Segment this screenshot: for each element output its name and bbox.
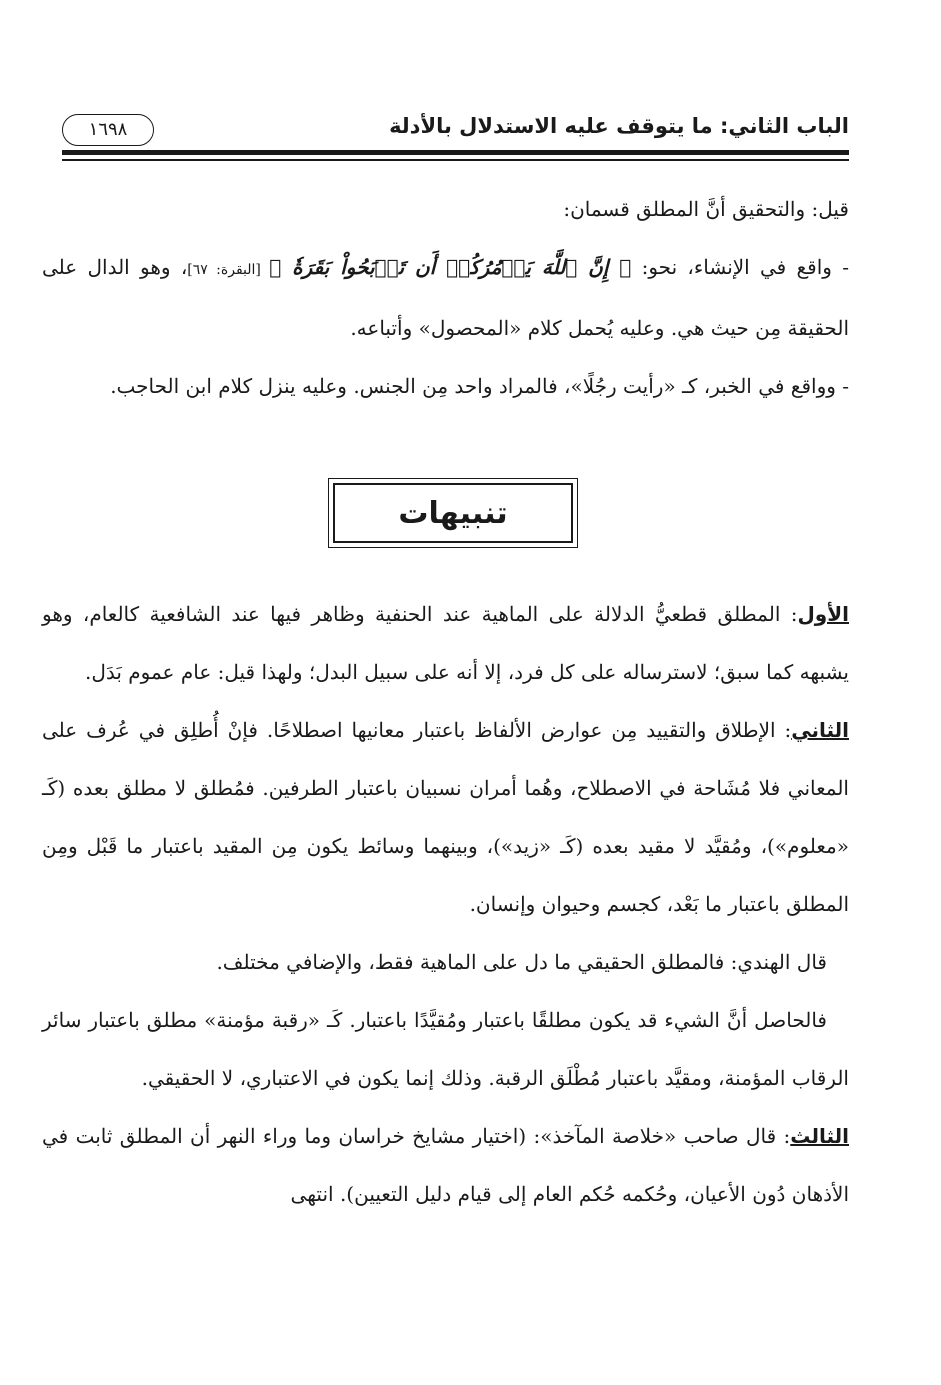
section-title: تنبيهات — [333, 483, 573, 543]
note-second: الثاني: الإطلاق والتقييد مِن عوارض الألفاظ باعتبار معانيها اصطلاحًا. فإنْ أُطلِق في عُرف على المعاني فلا مُشَاحة في الاصطلاح، وهُما أمران نسبيان باعتبار الطرفين. فمُطلق لا مطلق بعده (كَـ «معلوم»)، ومُقيَّد لا مقيد بعده (كَـ «زيد»)، وبينهما وسائط يكون مِن المقيد باعتبار ما قَبْل ومِن المطلق باعتبار ما بَعْد، كجسم وحيوان وإنسان. — [42, 718, 849, 916]
note-label: الأول — [797, 602, 849, 626]
intro-item-khabar: - وواقع في الخبر، كـ «رأيت رجُلًا»، فالمراد واحد مِن الجنس. وعليه ينزل كلام ابن الحاجب. — [110, 374, 849, 398]
note-hindi: قال الهندي: فالمطلق الحقيقي ما دل على الماهية فقط، والإضافي مختلف. — [216, 950, 827, 974]
quran-verse: ﴿ إِنَّ ٱللَّهَ يَأۡمُرُكُمۡ أَن تَذۡبَحُواْ بَقَرَةٗ ﴾ — [269, 255, 632, 279]
page-header — [62, 108, 849, 156]
intro-line: قيل: والتحقيق أنَّ المطلق قسمان: — [563, 197, 849, 221]
note-label: الثاني — [791, 718, 849, 742]
note-result: فالحاصل أنَّ الشيء قد يكون مطلقًا باعتبار ومُقيَّدًا باعتبار. كَـ «رقبة مؤمنة» مطلق باعتبار سائر الرقاب المؤمنة، ومقيَّد باعتبار مُطْلَق الرقبة. وذلك إنما يكون في الاعتباري، لا الحقيقي. — [42, 1008, 849, 1090]
note-third: الثالث: قال صاحب «خلاصة المآخذ»: (اختيار مشايخ خراسان وما وراء النهر أن المطلق ثابت في الأذهان دُون الأعيان، وحُكمه حُكم العام إلى قيام دليل التعيين). انتهى — [42, 1124, 849, 1206]
notes-block — [42, 585, 849, 1223]
verse-reference: [البقرة: ٦٧] — [187, 262, 270, 278]
header-rule-thin — [62, 159, 849, 161]
note-label: الثالث — [790, 1124, 849, 1148]
chapter-title: الباب الثاني: ما يتوقف عليه الاستدلال بالأدلة — [389, 114, 849, 138]
page-number: ١٦٩٨ — [62, 114, 154, 146]
header-rule — [62, 150, 849, 155]
note-first: الأول: المطلق قطعيُّ الدلالة على الماهية عند الحنفية وظاهر فيها عند الشافعية كالعام، وهو يشبهه كما سبق؛ لاسترساله على كل فرد، إلا أنه على سبيل البدل؛ ولهذا قيل: عام عموم بَدَل. — [42, 602, 849, 684]
intro-item-insha: - واقع في الإنشاء، نحو: ﴿ إِنَّ ٱللَّهَ يَأۡمُرُكُمۡ أَن تَذۡبَحُواْ بَقَرَةٗ ﴾ [البقرة: ٦٧]، وهو الدال على الحقيقة مِن حيث هي. وعليه يُحمل كلام «المحصول» وأتباعه. — [42, 255, 849, 340]
intro-block — [42, 180, 849, 415]
